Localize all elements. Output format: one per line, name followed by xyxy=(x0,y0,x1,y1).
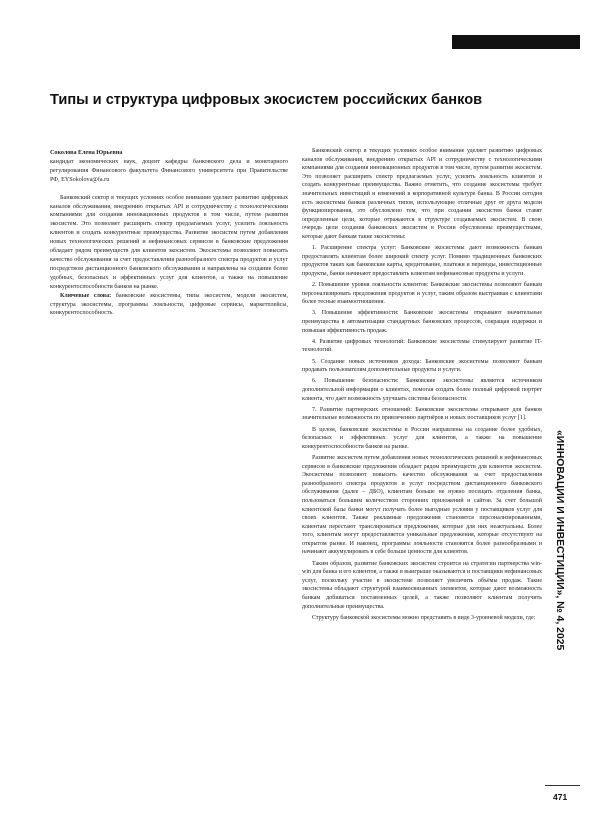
body-paragraph: 7. Развитие партнерских отношений: Банковские экосистемы открывают для банков значительные возможности по привлечению партнёров и новых поставщиков услуг [1]. xyxy=(302,406,542,422)
body-paragraph: В целом, банковские экосистемы в России направлены на создание более удобных, безопасных и эффективных услуг для клиентов, а также на повышение конкурентоспособности банков на рынке. xyxy=(302,426,542,450)
body-paragraph: Таким образом, развитие банковских экосистем строится на стратегии партнерства win-win для банка и его клиентов, а также в выигрыше оказываются и поставщики нефинансовых услуг, поскольку участие в экосистеме позволяет увеличить объёмы продаж. Такие экосистемы обладают структурой взаимосвязанных элементов, которые дают возможность банкам добиваться поставленных целей, а также позволяют клиентам получить дополнительные преимущества. xyxy=(302,560,542,610)
author-name: Соколова Елена Юрьевна xyxy=(50,150,123,156)
header-black-bar xyxy=(452,35,580,49)
body-paragraph: Структуру банковской экосистемы можно представить в виде 3-уровневой модели, где: xyxy=(312,614,536,621)
body-paragraph: Развитие экосистем путем добавления новых технологических решений и нефинансовых сервисов в банковские предложения обладает рядом преимуществ для клиентов экосистем. Экосистемы позволяют повысить качество обслуживания за счет предоставления разнообразного спектра продуктов и услуг посредством дистанционного банковского обслуживания (далее – ДБО), клиентам больше не нужно посещать отделения банка, пользоваться большим количеством сторонних приложений и сайтов. За счет большой клиентской базы банки могут получать более выгодные условия у поставщиков услуг для своих клиентов. Также рекламные предложения становятся персонализированными, клиентам перестают транслироваться предложения, которые для них неактуальны. Более того, клиентам могут предоставляется уникальные предложения, которые отсутствуют на открытом рынке. И наконец, программы лояльности становятся более разнообразными и начинают аккумулировать в себе больше ценности для клиентов. xyxy=(302,454,542,556)
page-number: 471 xyxy=(553,792,568,802)
journal-side-label-text: «ИННОВАЦИИ И ИНВЕСТИЦИИ», № 4, 2025 xyxy=(554,430,565,651)
page-number-rule xyxy=(545,785,580,786)
keywords xyxy=(50,292,288,319)
body-paragraph: Банковский сектор в текущих условиях особое внимание уделяет развитию цифровых каналов обслуживания, внедрению открытых API и сотрудничеству с технологическими компаниями для создания инновационных продуктов в том числе, путем развития экосистем. Это позволяет расширить спектр предлагаемых услуг, усилить лояльность клиентов и создать конкурентные преимущества. Важно отметить, что создание экосистемы требует значительных инвестиций и изменений в корпоративной культуре банка. В России сегодня есть экосистемы банков различных типов, использующие отличные друг от друга модели функционирования, это обусловлено тем, что при создании экосистем банки ставят определенные цели, которые отражаются в структуре создаваемых экосистем. В свою очередь цели создания банковских экосистем в России обусловлены преимуществами, которые дают банкам такие экосистемы: xyxy=(302,148,542,240)
keywords-label: Ключевые слова: xyxy=(60,292,112,299)
article-title: Типы и структура цифровых экосистем российских банков xyxy=(50,92,483,108)
body-paragraph: 5. Создание новых источников дохода: Банковские экосистемы позволяют банкам продавать пользователям дополнительные продукты и услуги. xyxy=(302,358,542,374)
abstract-text: Банковский сектор в текущих условиях особое внимание уделяет развитию цифровых каналов обслуживания, внедрению открытых API и сотрудничеству с технологическими компаниями для создания инновационных продуктов в том числе, путем развития экосистем. Это позволяет расширить спектр предлагаемых услуг, усилить лояльность клиентов и создать конкурентные преимущества. Развитие экосистем путем добавления новых технологических решений и нефинансовых сервисов в банковские предложения обладает рядом преимуществ для клиентов экосистем. Экосистемы позволяют повысить качество обслуживания за счет предоставления разнообразного спектра продуктов и услуг посредством дистанционного банковского обслуживания и направлены на создание более удобных, безопасных и эффективных услуг для клиентов, а также на повышение конкурентоспособности банков на рынке. xyxy=(50,194,288,290)
body-paragraph: 4. Развитие цифровых технологий: Банковские экосистемы стимулируют развитие IT-технологий. xyxy=(302,338,542,354)
keywords-text: банковские экосистемы, типы экосистем, модели экосистем, структура экосистемы, программы лояльности, цифровые сервисы, маркетплейсы, конкурентоспособность. xyxy=(50,292,288,317)
author-affiliation: кандидат экономических наук, доцент кафедры банковского дела и монетарного регулирования Финансового факультета Финансового университета при Правительстве РФ, EYSokolova@fa.ru xyxy=(50,158,288,183)
left-column xyxy=(50,149,288,318)
body-paragraph: 2. Повышение уровня лояльности клиентов: Банковские экосистемы позволяют банкам персонализировать предложения продуктов и услуг, таким образом выстраивая с клиентами более тесные взаимоотношения. xyxy=(302,282,542,306)
journal-side-label xyxy=(553,430,577,810)
body-paragraph: 3. Повышение эффективности: Банковские экосистемы открывают значительные преимущества в автоматизации стандартных банковских процессов, сокращая издержки и повышая эффективность продаж. xyxy=(302,310,542,334)
right-column xyxy=(302,147,542,625)
body-paragraph: 1. Расширение спектра услуг: Банковские экосистемы дают возможность банкам предоставлять клиентам более широкий спектр услуг. Помимо традиционных банковских продуктов таких как банковские карты, кредитование, платежи и переводы, инвестиционные продукты, банки начинают предоставлять клиентам нефинансовые продукты и услуги. xyxy=(302,245,542,277)
body-paragraph: 6. Повышение безопасности: Банковские экосистемы являются источником дополнительной информации о клиентах, помогая создать более полный цифровой портрет клиента, что дает возможность улучшать системы безопасности. xyxy=(302,378,542,402)
